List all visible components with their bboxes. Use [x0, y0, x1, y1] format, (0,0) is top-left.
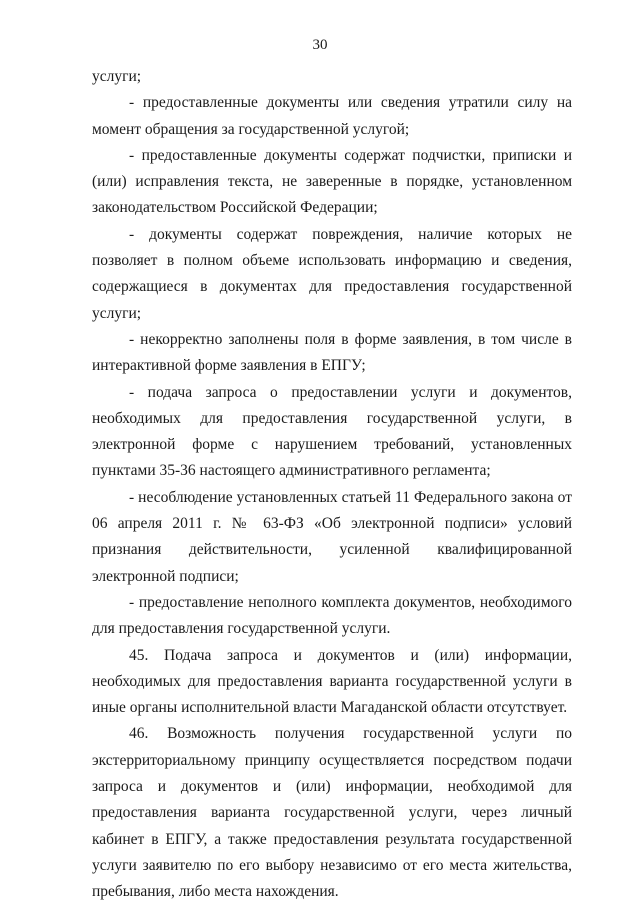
- clause-45: 45. Подача запроса и документов и (или) информации, необходимых для предоставления варианта государственной услуги в иные органы исполнительной власти Магаданской области отсутствует.: [92, 646, 572, 717]
- list-item-corrections: - предоставленные документы содержат подчистки, приписки и (или) исправления текста, не заверенные в порядке, установленном законодательством Российской Федерации;: [92, 146, 572, 217]
- list-item-incorrect-fields: - некорректно заполнены поля в форме заявления, в том числе в интерактивной форме заявления в ЕПГУ;: [92, 330, 572, 375]
- paragraph-continuation: услуги;: [92, 68, 142, 85]
- clause-46: 46. Возможность получения государственной услуги по экстерриториальному принципу осуществляется посредством подачи запроса и документов и (или) информации, необходимой для предоставления варианта государственной услуги, через личный кабинет в ЕПГУ, а также предоставления результата государственной услуги заявителю по его выбору независимо от его места жительства, пребывания, либо места нахождения.: [92, 725, 572, 901]
- list-item-incomplete-set: - предоставление неполного комплекта документов, необходимого для предоставления государственной услуги.: [92, 593, 572, 638]
- document-body: [92, 64, 572, 906]
- list-item-damaged-documents: - документы содержат повреждения, наличие которых не позволяет в полном объеме использовать информацию и сведения, содержащиеся в документах для предоставления государственной услуги;: [92, 225, 572, 322]
- list-item-electronic-form-violation: - подача запроса о предоставлении услуги и документов, необходимых для предоставления государственной услуги, в электронной форме с нарушением требований, установленных пунктами 35-36 настоящего административного регламента;: [92, 383, 572, 480]
- list-item-signature-conditions: - несоблюдение установленных статьей 11 Федерального закона от 06 апреля 2011 г. № 63-ФЗ «Об электронной подписи» условий признания действительности, усиленной квалифицированной электронной подписи;: [92, 488, 572, 585]
- page-number: 30: [312, 37, 328, 53]
- list-item-expired-documents: - предоставленные документы или сведения утратили силу на момент обращения за государственной услугой;: [92, 94, 572, 138]
